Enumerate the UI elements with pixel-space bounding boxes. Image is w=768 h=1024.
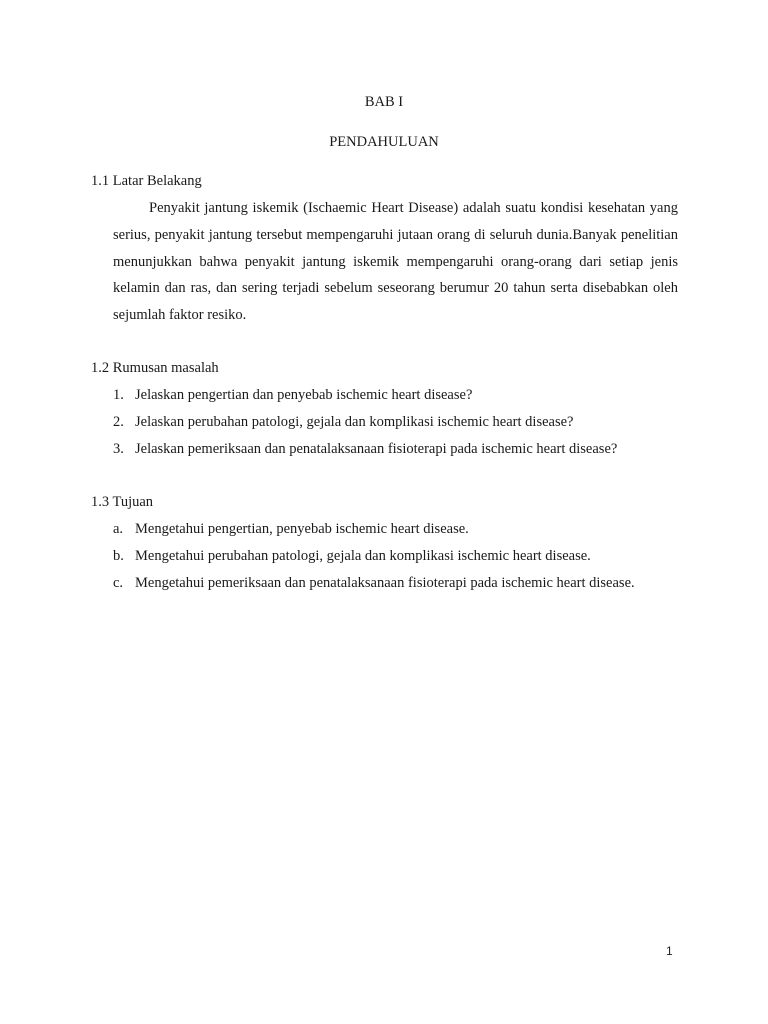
background-paragraph-text: Penyakit jantung iskemik (Ischaemic Heart Disease) adalah suatu kondisi kesehatan yang serius, penyakit jantung tersebut mempengaruhi jutaan orang di seluruh dunia.Banyak penelitian menunjukkan bahwa penyakit jantung iskemik mempengaruhi orang-orang dari setiap jenis kelamin dan ras, dan sering terjadi sebelum seseorang berumur 20 tahun serta disebabkan oleh sejumlah faktor resiko. bbox=[113, 200, 678, 324]
list-item bbox=[113, 575, 693, 592]
list-marker: b. bbox=[113, 548, 124, 564]
list-item-text: Jelaskan perubahan patologi, gejala dan komplikasi ischemic heart disease? bbox=[135, 414, 574, 430]
section-heading-background: 1.1 Latar Belakang bbox=[91, 173, 202, 189]
list-item-text: Mengetahui pemeriksaan dan penatalaksanaan fisioterapi pada ischemic heart disease. bbox=[135, 575, 635, 591]
chapter-title: PENDAHULUAN bbox=[329, 134, 439, 150]
list-item-text: Mengetahui pengertian, penyebab ischemic heart disease. bbox=[135, 521, 469, 537]
list-item bbox=[113, 414, 693, 431]
list-item-text: Jelaskan pemeriksaan dan penatalaksanaan fisioterapi pada ischemic heart disease? bbox=[135, 441, 618, 457]
list-item bbox=[113, 441, 693, 458]
list-item-text: Jelaskan pengertian dan penyebab ischemic heart disease? bbox=[135, 387, 473, 403]
chapter-label: BAB I bbox=[364, 94, 404, 110]
list-marker: c. bbox=[113, 575, 124, 591]
list-item bbox=[113, 521, 693, 538]
list-item-text: Mengetahui perubahan patologi, gejala dan komplikasi ischemic heart disease. bbox=[135, 548, 591, 564]
page-number: 1 bbox=[666, 944, 673, 958]
background-paragraph bbox=[113, 195, 678, 329]
section-heading-problem: 1.2 Rumusan masalah bbox=[91, 360, 219, 376]
list-marker: a. bbox=[113, 521, 124, 537]
list-marker: 1. bbox=[113, 387, 124, 403]
list-item bbox=[113, 548, 693, 565]
section-heading-goals: 1.3 Tujuan bbox=[91, 494, 154, 510]
list-item bbox=[113, 387, 693, 404]
list-marker: 2. bbox=[113, 414, 124, 430]
list-marker: 3. bbox=[113, 441, 124, 457]
